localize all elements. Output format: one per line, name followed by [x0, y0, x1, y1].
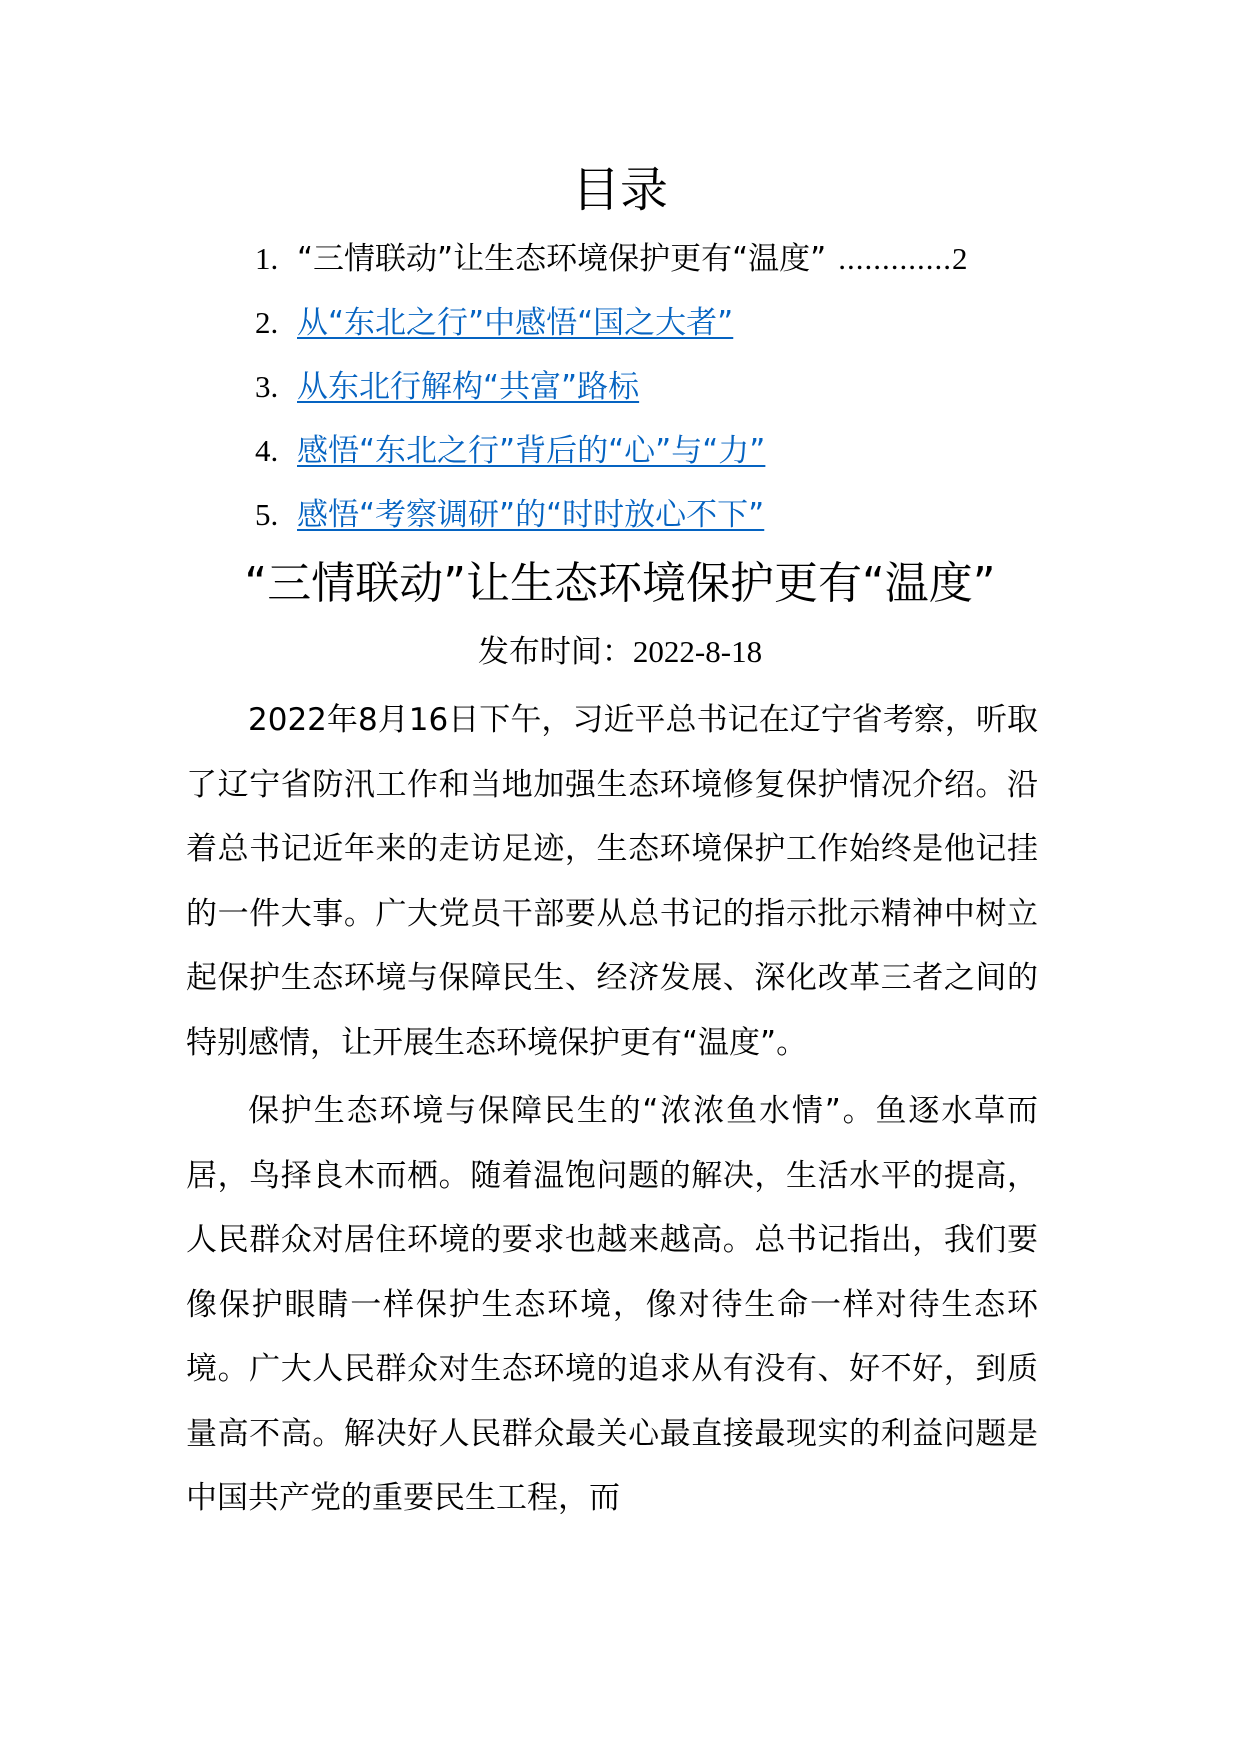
article-paragraph-1: 2022年8月16日下午，习近平总书记在辽宁省考察，听取了辽宁省防汛工作和当地加强生态环境修复保护情况介绍。沿着总书记近年来的走访足迹，生态环境保护工作始终是他记挂的一件大事。广大党员干部要从总书记的指示批示精神中树立起保护生态环境与保障民生、经济发展、深化改革三者之间的特别感情，让开展生态环境保护更有“温度”。 [186, 702, 1038, 1061]
toc-item-1[interactable] [255, 236, 1055, 300]
article-paragraph-2: 保护生态环境与保障民生的“浓浓鱼水情”。鱼逐水草而居，鸟择良木而栖。随着温饱问题的解决，生活水平的提高，人民群众对居住环境的要求也越来越高。总书记指出，我们要像保护眼睛一样保护生态环境，像对待生命一样对待生态环境。广大人民群众对生态环境的追求从有没有、好不好，到质量高不高。解决好人民群众最关心最直接最现实的利益问题是中国共产党的重要民生工程，而 [186, 1093, 1038, 1516]
toc-page-number: 2 [952, 241, 968, 276]
publish-date [0, 630, 1240, 674]
article-body [186, 688, 1038, 1531]
toc-leader-dots: ............. [838, 241, 952, 276]
publish-date-value: 2022-8-18 [632, 634, 763, 669]
toc-item-number: 3. [255, 369, 279, 404]
toc-item-number: 4. [255, 433, 279, 468]
publish-date-label: 发布时间： [477, 634, 633, 670]
toc-link-2[interactable]: 从“东北之行”中感悟“国之大者” [297, 305, 734, 341]
article-title: “三情联动”让生态环境保护更有“温度” [244, 558, 996, 609]
toc-item-4 [255, 428, 1055, 492]
toc-link-5[interactable]: 感悟“考察调研”的“时时放心不下” [297, 497, 765, 533]
toc-item-5 [255, 492, 1055, 556]
toc-link-4[interactable]: 感悟“东北之行”背后的“心”与“力” [297, 433, 766, 469]
toc-item-2 [255, 300, 1055, 364]
toc-item-text[interactable]: “三情联动”让生态环境保护更有“温度” [297, 241, 827, 277]
toc-title: 目录 [571, 162, 668, 218]
table-of-contents [255, 236, 1055, 556]
toc-item-number: 1. [255, 241, 279, 276]
toc-link-3[interactable]: 从东北行解构“共富”路标 [297, 369, 640, 405]
toc-item-3 [255, 364, 1055, 428]
toc-item-number: 5. [255, 497, 279, 532]
toc-item-number: 2. [255, 305, 279, 340]
